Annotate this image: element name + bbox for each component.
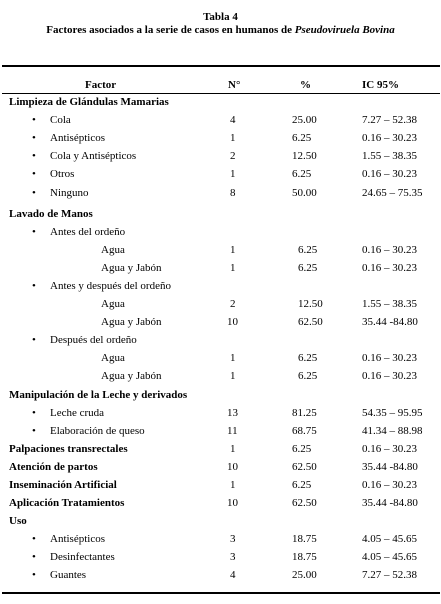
- ci-cell: 1.55 – 38.35: [362, 150, 417, 162]
- ci-cell: 7.27 – 52.38: [362, 114, 417, 126]
- table-row: [0, 150, 441, 168]
- percent-cell: 68.75: [292, 425, 317, 437]
- count-cell: 11: [227, 425, 238, 437]
- percent-cell: 50.00: [292, 187, 317, 199]
- table-row: [0, 168, 441, 186]
- bullet: •: [32, 569, 36, 581]
- percent-cell: 12.50: [292, 150, 317, 162]
- bullet: •: [32, 280, 36, 292]
- count-cell: 2: [230, 150, 236, 162]
- subtitle-text: Factores asociados a la serie de casos en humanos de: [46, 24, 295, 36]
- subheading-label: Antes del ordeño: [50, 226, 126, 238]
- table-row: [0, 407, 441, 425]
- subheading-row: [0, 226, 441, 244]
- table-row: [0, 551, 441, 569]
- count-cell: 1: [230, 443, 236, 455]
- ci-cell: 0.16 – 30.23: [362, 168, 417, 180]
- row-label: Ninguno: [50, 187, 89, 199]
- count-cell: 2: [230, 298, 236, 310]
- ci-cell: 0.16 – 30.23: [362, 132, 417, 144]
- subheading-row: [0, 280, 441, 298]
- count-cell: 1: [230, 168, 236, 180]
- percent-cell: 6.25: [292, 132, 312, 144]
- section-row: [0, 389, 441, 407]
- row-label: Otros: [50, 168, 75, 180]
- table-row: [0, 569, 441, 587]
- table-row: [0, 298, 441, 316]
- count-cell: 1: [230, 370, 236, 382]
- subheading-row: [0, 334, 441, 352]
- count-cell: 1: [230, 132, 236, 144]
- count-cell: 4: [230, 114, 236, 126]
- table-row: [0, 262, 441, 280]
- count-cell: 8: [230, 187, 236, 199]
- ci-cell: 0.16 – 30.23: [362, 352, 417, 364]
- table-row: [0, 187, 441, 205]
- row-label: Agua: [101, 298, 125, 310]
- header-rule: [2, 93, 440, 94]
- table-title: Tabla 4: [203, 11, 238, 23]
- section-label: Uso: [9, 515, 27, 527]
- count-cell: 3: [230, 551, 236, 563]
- percent-cell: 62.50: [298, 316, 323, 328]
- bullet: •: [32, 150, 36, 162]
- bullet: •: [32, 132, 36, 144]
- table-row: [0, 132, 441, 150]
- percent-cell: 25.00: [292, 114, 317, 126]
- count-cell: 13: [227, 407, 238, 419]
- bullet: •: [32, 425, 36, 437]
- percent-cell: 62.50: [292, 497, 317, 509]
- percent-cell: 18.75: [292, 533, 317, 545]
- percent-cell: 18.75: [292, 551, 317, 563]
- section-label: Atención de partos: [9, 461, 98, 473]
- bullet: •: [32, 533, 36, 545]
- row-label: Guantes: [50, 569, 87, 581]
- row-label: Desinfectantes: [50, 551, 115, 563]
- section-row: [0, 208, 441, 226]
- percent-cell: 25.00: [292, 569, 317, 581]
- subtitle-species: Pseudoviruela Bovina: [294, 24, 395, 36]
- bullet: •: [32, 334, 36, 346]
- ci-cell: 4.05 – 45.65: [362, 533, 417, 545]
- percent-cell: 6.25: [298, 244, 318, 256]
- row-label: Agua y Jabón: [101, 262, 162, 274]
- bullet: •: [32, 114, 36, 126]
- table-row: [0, 352, 441, 370]
- percent-cell: 6.25: [298, 370, 318, 382]
- ci-cell: 0.16 – 30.23: [362, 262, 417, 274]
- row-label: Agua: [101, 244, 125, 256]
- ci-cell: 0.16 – 30.23: [362, 479, 417, 491]
- bullet: •: [32, 407, 36, 419]
- percent-cell: 81.25: [292, 407, 317, 419]
- section-label: Palpaciones transrectales: [9, 443, 128, 455]
- section-label: Inseminación Artificial: [9, 479, 117, 491]
- ci-cell: 54.35 – 95.95: [362, 407, 423, 419]
- section-label: Lavado de Manos: [9, 208, 93, 220]
- row-label: Antisépticos: [50, 132, 105, 144]
- count-cell: 3: [230, 533, 236, 545]
- ci-cell: 35.44 -84.80: [362, 461, 418, 473]
- ci-cell: 7.27 – 52.38: [362, 569, 417, 581]
- bullet: •: [32, 551, 36, 563]
- count-cell: 10: [227, 461, 238, 473]
- table-row: [0, 114, 441, 132]
- section-row: [0, 461, 441, 479]
- ci-cell: 0.16 – 30.23: [362, 370, 417, 382]
- percent-cell: 6.25: [292, 168, 312, 180]
- row-label: Agua: [101, 352, 125, 364]
- table-subtitle: [0, 24, 441, 36]
- bottom-rule: [2, 592, 440, 594]
- header-factor: Factor: [85, 79, 117, 91]
- header-n: N°: [228, 79, 241, 91]
- count-cell: 1: [230, 479, 236, 491]
- section-row: [0, 479, 441, 497]
- ci-cell: 0.16 – 30.23: [362, 244, 417, 256]
- row-label: Agua y Jabón: [101, 316, 162, 328]
- table-row: [0, 425, 441, 443]
- top-rule: [2, 65, 440, 67]
- count-cell: 10: [227, 316, 238, 328]
- count-cell: 4: [230, 569, 236, 581]
- ci-cell: 4.05 – 45.65: [362, 551, 417, 563]
- ci-cell: 0.16 – 30.23: [362, 443, 417, 455]
- row-label: Leche cruda: [50, 407, 105, 419]
- percent-cell: 12.50: [298, 298, 323, 310]
- section-row: [0, 515, 441, 533]
- ci-cell: 24.65 – 75.35: [362, 187, 423, 199]
- header-percent: %: [300, 79, 311, 91]
- row-label: Cola: [50, 114, 71, 126]
- row-label: Antisépticos: [50, 533, 105, 545]
- count-cell: 1: [230, 244, 236, 256]
- count-cell: 10: [227, 497, 238, 509]
- section-row: [0, 96, 441, 114]
- table-row: [0, 370, 441, 388]
- percent-cell: 62.50: [292, 461, 317, 473]
- section-row: [0, 443, 441, 461]
- ci-cell: 1.55 – 38.35: [362, 298, 417, 310]
- percent-cell: 6.25: [292, 479, 312, 491]
- count-cell: 1: [230, 262, 236, 274]
- table-row: [0, 533, 441, 551]
- section-row: [0, 497, 441, 515]
- header-ic: IC 95%: [362, 79, 399, 91]
- percent-cell: 6.25: [298, 262, 318, 274]
- count-cell: 1: [230, 352, 236, 364]
- ci-cell: 35.44 -84.80: [362, 316, 418, 328]
- percent-cell: 6.25: [298, 352, 318, 364]
- ci-cell: 41.34 – 88.98: [362, 425, 423, 437]
- subheading-label: Después del ordeño: [50, 334, 137, 346]
- percent-cell: 6.25: [292, 443, 312, 455]
- ci-cell: 35.44 -84.80: [362, 497, 418, 509]
- section-label: Manipulación de la Leche y derivados: [9, 389, 188, 401]
- table-row: [0, 244, 441, 262]
- table-row: [0, 316, 441, 334]
- row-label: Elaboración de queso: [50, 425, 145, 437]
- row-label: Agua y Jabón: [101, 370, 162, 382]
- section-label: Limpieza de Glándulas Mamarias: [9, 96, 169, 108]
- section-label: Aplicación Tratamientos: [9, 497, 125, 509]
- bullet: •: [32, 187, 36, 199]
- bullet: •: [32, 168, 36, 180]
- subheading-label: Antes y después del ordeño: [50, 280, 171, 292]
- bullet: •: [32, 226, 36, 238]
- row-label: Cola y Antisépticos: [50, 150, 137, 162]
